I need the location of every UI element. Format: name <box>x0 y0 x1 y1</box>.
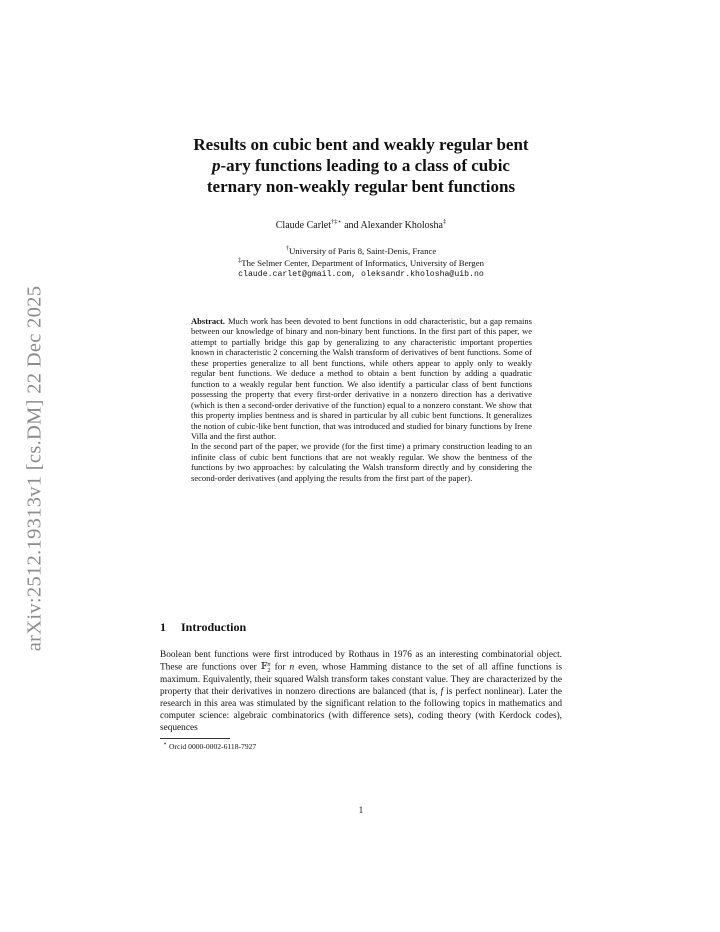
title-line-2 <box>160 155 562 176</box>
author-2-marks: ‡ <box>442 218 447 226</box>
variable-n: n <box>289 662 295 673</box>
arxiv-side-stamp <box>10 257 60 679</box>
affiliation-1-mark: † <box>285 245 289 253</box>
section-title: Introduction <box>181 620 247 634</box>
footnote-text: Orcid 0000-0002-6118-7927 <box>167 742 257 751</box>
abstract-paragraph-2: In the second part of the paper, we provide (for the first time) a primary construction leading to an infinite class of cubic bent functions that are not weakly regular. We show the bentness of the functions by two approaches: by calculating the Walsh transform directly and by considering the second-order derivatives (and applying the results from the first part of the paper). <box>191 441 532 483</box>
footnote-rule <box>160 738 230 739</box>
author-1: Claude Carlet <box>275 220 332 231</box>
title-line-3: ternary non-weakly regular bent functions <box>206 177 516 196</box>
field-symbol <box>260 660 271 675</box>
author-emails: claude.carlet@gmail.com, oleksandr.kholosha@uib.no <box>238 270 484 279</box>
field-letter: 𝔽 <box>260 662 268 673</box>
abstract <box>191 316 532 483</box>
author-list <box>160 220 562 231</box>
intro-paragraph <box>160 650 562 734</box>
intro-text-4: is perfect nonlinear). Later the research in this area was stimulated by the significant relation to the following topics in mathematics and computer science: algebraic combinatorics (with difference sets), coding theory (with Kerdock codes), sequences <box>160 686 563 733</box>
footnote-mark: ⋆ <box>163 740 168 748</box>
affiliation-2-text: The Selmer Center, Department of Informatics, University of Bergen <box>241 257 485 268</box>
variable-f: f <box>440 686 444 697</box>
arxiv-identifier: arXiv:2512.19313v1 [cs.DM] 22 Dec 2025 <box>23 285 46 651</box>
author-1-marks: †‡⋆ <box>331 218 342 226</box>
section-number: 1 <box>160 620 166 634</box>
affiliation-1-text: University of Paris 8, Saint-Denis, France <box>288 246 437 256</box>
field-superscript: n <box>267 660 271 668</box>
paper-title <box>160 134 562 197</box>
footnote <box>163 742 563 751</box>
author-conjunction: and <box>341 220 361 231</box>
affiliation-2-mark: ‡ <box>237 256 242 264</box>
affiliation-1 <box>160 246 562 258</box>
affiliations <box>160 246 562 281</box>
abstract-label: Abstract. <box>191 316 225 326</box>
abstract-paragraph-1-text: Much work has been devoted to bent functions in odd characteristic, but a gap remains between our knowledge of binary and non-binary bent functions. In the first part of this paper, we attempt to partially bridge this gap by generalizing to any characteristic important properties known in characteristic 2 concerning the Walsh transform of derivatives of bent functions. Some of these properties generalize to all bent functions, while others appear to apply only to weakly regular bent functions. We deduce a method to obtain a bent function by adding a quadratic function to a weakly regular bent function. We also identify a particular class of bent functions possessing the property that every first-order derivative in a nonzero direction has a derivative (which is then a second-order derivative of the function) equal to a nonzero constant. We show that this property implies bentness and is shared in particular by all cubic bent functions. It generalizes the notion of cubic-like bent function, that was introduced and studied for binary functions by Irene Villa and the first author. <box>191 316 532 441</box>
intro-text-1: Boolean bent functions were first introduced by Rothaus in 1976 as an interesting combinatorial object. These are functions over <box>160 650 562 673</box>
intro-text-2: for <box>270 662 290 673</box>
title-line-2-rest: -ary functions leading to a class of cubic <box>220 156 510 175</box>
section-heading <box>160 620 562 635</box>
field-subscript: 2 <box>267 667 271 675</box>
title-line-1: Results on cubic bent and weakly regular bent <box>193 135 529 154</box>
intro-text-3: even, whose Hamming distance to the set of all affine functions is maximum. Equivalently, their squared Walsh transform takes constant value. They are characterized by the property that their derivatives in nonzero directions are balanced (that is, <box>160 662 562 697</box>
title-variable-p: p <box>212 156 221 175</box>
author-2: Alexander Kholosha <box>360 220 443 231</box>
page-number: 1 <box>358 806 364 816</box>
abstract-paragraph-1 <box>191 316 532 441</box>
affiliation-2 <box>160 258 562 270</box>
